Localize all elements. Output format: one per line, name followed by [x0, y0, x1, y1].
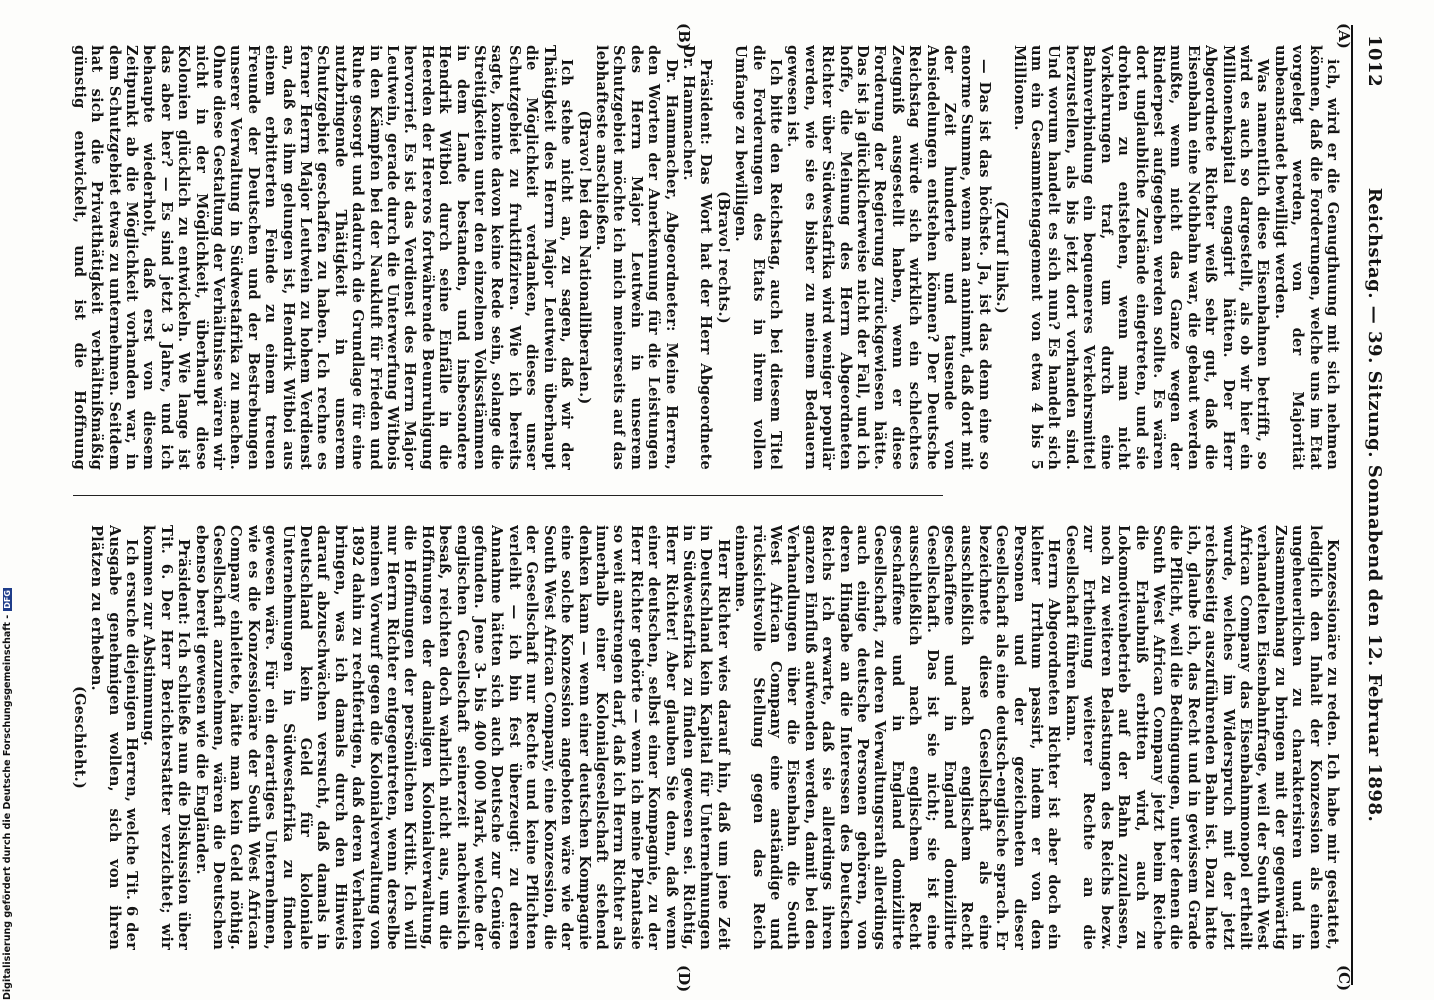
speaker-paragraph: Präsident: Ich schließe nun die Diskussion über Tit. 6. Der Herr Berichterstatter verzichtet; wir kommen zur Abstimmung.: [140, 525, 193, 950]
paragraph: Ich ersuche diejenigen Herren, welche Tit. 6 der Ausgabe genehmigen wollen, sich von ihren Plätzen zu erheben.: [88, 525, 140, 950]
digitization-credit: [2, 590, 16, 1000]
paragraph: Konzessionäre zu reden. Ich habe mir gestattet, lediglich den Inhalt der Konzession als einen ungeheuerlichen zu charakterisiren und in Zusammenhang zu bringen mit der gegenwärtig verhandelten Eisenbahnfrage, weil der South West African Company das Eisenbahnmonopol ertheilt wurde, welches im Widerspruch mit der jetzt reichsseitig auszuführenden Bahn ist. Dazu hatte ich, glaube ich, das Recht und in gewissem Grade die Pflicht, weil die Bedingungen, unter denen die South West African Company jetzt beim Reiche die Erlaubniß erbitten wird, auch zu Lokomotivenbetrieb auf der Bahn zuzulassen, noch zu weiteren Belastungen des Reichs bezw. zur Ertheilung weiterer Rechte an die Gesellschaft führen kann.: [1062, 525, 1341, 950]
column-rule: [73, 495, 943, 496]
paragraph: Ich bitte den Reichstag, auch bei diesem Titel die Forderungen des Etats in ihrem vollen Umfange zu bewilligen.: [732, 45, 784, 470]
margin-marker-c: (C): [1335, 965, 1353, 992]
page-number: 1012: [1364, 35, 1385, 88]
paragraph: Herr Richter wies darauf hin, daß um jene Zeit in Deutschland kein Kapital für Unternehmungen in Südwestafrika zu finden gewesen sei. Richtig, Herr Richter! Aber glauben Sie denn, daß wenn einer deutschen, selbst einer Kompagnie, zu der Herr Richter gehörte — wenn ich meine Phantasie so weit anstrengen darf, daß ich Herrn Richter als innerhalb einer Kolonialgesellschaft stehend denken kann — wenn einer deutschen Kompagnie eine solche Konzession angeboten wäre wie der South West African Company, eine Konzession, die der Gesellschaft nur Rechte und keine Pflichten verleiht — ich bin fest überzeugt: zu deren Annahme hätten sich auch Deutsche zur Genüge gefunden. Jene 3- bis 400 000 Mark, welche der englischen Gesellschaft seinerzeit nachweislich besaß, reichten doch wahrlich nicht aus, um die Hoffnungen der damaligen Kolonialverwaltung, die Hoffnungen der persönlichen Kritik. Ich will nur Herrn Richter entgegentreten, wenn derselbe meinen Vorwurf gegen die Kolonialverwaltung von 1892 dahin zu rechtfertigen, daß deren Verhalten bringen, was ich damals durch den Hinweis darauf abzuschwächen versucht, daß damals in Deutschland kein Geld für koloniale Unternehmungen in Südwestafrika zu finden gewesen wäre. Für ein derartiges Unternehmen, wie es die Konzessionäre der South West African Company einleitete, hätte man kein Geld nöthig. Gesellschaft anzunehmen, wären die Deutschen ebenso bereit gewesen wie die Engländer.: [192, 525, 732, 950]
paragraph: ich, wird er die Genugthuung mit sich nehmen können, daß die Forderungen, welche uns im Etat vorgelegt werden, von der Majorität unbeanstandet bewilligt werden.: [1271, 45, 1341, 470]
interjection: (Bravo! rechts.): [714, 191, 732, 324]
margin-marker-d: (D): [675, 965, 693, 993]
speaker-paragraph: Dr. Hammacher, Abgeordneter: Meine Herren, den Worten der Anerkennung für die Leistungen des Herrn Major Leutwein in unserem Schutzgebiet möchte ich mich meinerseits auf das lebhafteste anschließen.: [592, 45, 680, 470]
margin-marker-a: (A): [1335, 23, 1353, 49]
interjection: (Bravo! bei den Nationalliberalen.): [575, 110, 593, 405]
paragraph: — Das ist das höchste. Ja, ist das denn eine so enorme Summe, wenn man annimmt, daß dort mit der Zeit hunderte und tausende von Ansiedelungen entstehen können? Der Deutsche Reichstag würde sich wirklich ein schlechtes Zeugniß ausgestellt haben, wenn er diese Forderung der Regierung zurückgewiesen hätte. Das ist ja glücklicherweise nicht der Fall, und ich hoffe, die Meinung des Herrn Abgeordneten Richter über Südwestafrika wird weniger populär werden, wie sie es bisher zu meinem Bedauern gewesen ist.: [784, 45, 993, 470]
page-header: [1355, 25, 1393, 985]
margin-marker-b: (B): [675, 23, 693, 50]
header-rule: [1351, 25, 1353, 985]
interjection: (Geschieht.): [71, 686, 88, 789]
credit-text: Digitalisierung gefördert durch die Deutsche Forschungsgemeinschaft -: [2, 614, 13, 1000]
paragraph: Was namentlich diese Eisenbahnen betrifft, so wird es auch so dargestellt, als ob wir hier ein Millionenkapital engagirt hätten. Der Herr Abgeordnete Richter weiß sehr gut, daß die Eisenbahn eine Nothbahn war, die gebaut werden mußte, wenn nicht das Ganze wegen der Rinderpest aufgegeben werden sollte. Es wären dort unglaubliche Zustände eingetreten, und sie drohten zu entstehen, wenn man nicht Vorkehrungen traf, um durch eine Bahnverbindung ein bequemeres Verkehrsmittel herzustellen, als bis jetzt dort vorhanden sind. Und worum handelt es sich nun? Es handelt sich um ein Gesammtengagement von etwa 4 bis 5 Millionen.: [1010, 45, 1272, 470]
paragraph: Herrn Abgeordneten Richter ist aber doch ein kleiner Irrthum passirt, indem er von den Personen und der gezeichneten dieser Gesellschaft als eine deutsch-englische sprach. Er bezeichnete diese Gesellschaft als eine ausschließlich nach englischem Recht geschaffene und in England domizilirte Gesellschaft. Das ist sie nicht; sie ist eine ausschließlich nach englischem Recht geschaffene und in England domizilirte Gesellschaft, zu deren Verwaltungsrath allerdings auch einige deutsche Personen gehören, von deren Hingabe an die Interessen des Deutschen Reichs ich erwarte, daß sie allerdings ihren ganzen Einfluß aufwenden werden, damit bei den Verhandlungen über die Eisenbahn die South West African Company eine anständige und rücksichtsvolle Stellung gegen das Reich einnehme.: [732, 525, 1063, 950]
running-title: Reichstag. — 39. Sitzung. Sonnabend den 12. Februar 1898.: [1364, 187, 1385, 823]
paragraph: Ich stehe nicht an, zu sagen, daß wir der Thätigkeit des Herrn Major Leutwein überhaupt die Möglichkeit verdanken, dieses unser Schutzgebiet zu fruktifiziren. Wie ich bereits sagte, konnte davon keine Rede sein, solange die Streitigkeiten unter den einzelnen Volksstämmen in dem Lande bestanden, und insbesondere Hendrik Witboi durch seine Einfälle in die Heerden der Hereros fortwährende Beunruhigung hervorrief. Es ist das Verdienst des Herrn Major Leutwein, gerade durch die Unterwerfung Witbois in den Kämpfen bei der Naukluft für Frieden und Ruhe gesorgt und dadurch die Grundlage für eine nutzbringende Thätigkeit in unserem Schutzgebiet geschaffen zu haben. Ich rechne es ferner Herrn Major Leutwein zu hohem Verdienst an, daß es ihm gelungen ist, Hendrik Witboi aus einem erbitterten Feinde zu einem treuen Freunde der Deutschen und der Bestrebungen unserer Verwaltung in Südwestafrika zu machen. Ohne diese Gestaltung der Verhältnisse wären wir nicht in der Möglichkeit, überhaupt diese Kolonien glücklich zu entwickeln. Wie lange ist das aber her? — Es sind jetzt 3 Jahre, und ich behaupte wiederholt, daß erst von diesem Zeitpunkt ab die Möglichkeit vorhanden war, in dem Schutzgebiet etwas zu unternehmen. Seitdem hat sich die Privatthätigkeit verhältnißmäßig günstig entwickelt, und ist die Hoffnung: [71, 45, 576, 470]
speaker-paragraph: Präsident: Das Wort hat der Herr Abgeordnete Dr. Hammacher.: [679, 45, 715, 470]
right-column: [71, 525, 1341, 950]
dfg-logo: DFG: [3, 590, 12, 609]
rotated-page-content: [63, 23, 1393, 993]
left-column: [71, 45, 1341, 470]
interjection: (Zuruf links.): [993, 201, 1011, 314]
